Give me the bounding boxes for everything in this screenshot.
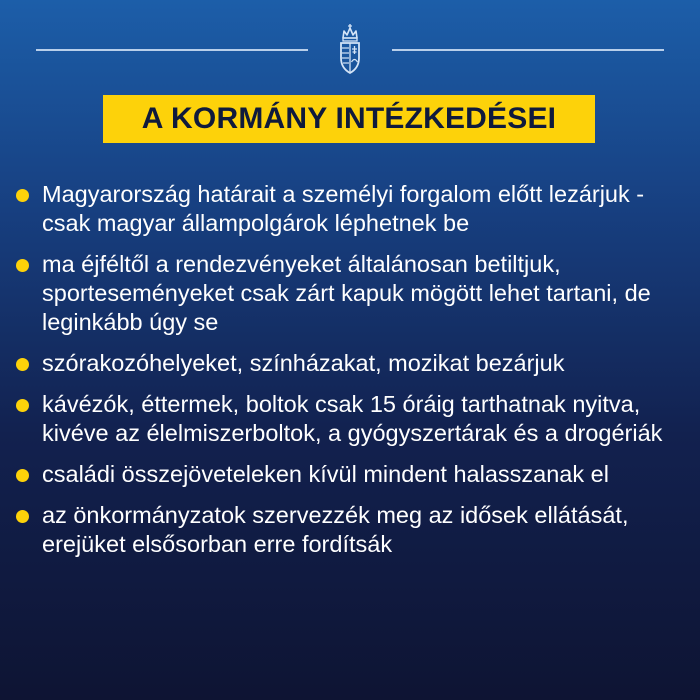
measures-list	[16, 180, 691, 571]
bullet-dot-icon	[16, 358, 29, 371]
bullet-dot-icon	[16, 469, 29, 482]
header-divider-right	[392, 49, 664, 51]
list-item-text: kávézók, éttermek, boltok csak 15 óráig tarthatnak nyitva, kivéve az élelmiszerboltok, a gyógyszertárak és a drogériák	[42, 391, 663, 446]
list-item-text: az önkormányzatok szervezzék meg az idősek ellátását, erejüket elsősorban erre fordítsák	[42, 502, 629, 557]
bullet-dot-icon	[16, 259, 29, 272]
list-item	[16, 460, 691, 489]
header	[0, 24, 700, 76]
hungarian-coat-of-arms-icon	[336, 24, 364, 76]
list-item-text: Magyarország határait a személyi forgalom előtt lezárjuk - csak magyar állampolgárok léphetnek be	[42, 181, 645, 236]
page-title: A KORMÁNY INTÉZKEDÉSEI	[141, 102, 557, 135]
list-item	[16, 180, 691, 238]
list-item-text: szórakozóhelyeket, színházakat, mozikat bezárjuk	[42, 350, 565, 376]
list-item-text: családi összejöveteleken kívül mindent halasszanak el	[42, 461, 609, 487]
bullet-dot-icon	[16, 189, 29, 202]
title-banner	[103, 95, 595, 143]
bullet-dot-icon	[16, 510, 29, 523]
list-item	[16, 501, 691, 559]
header-divider-left	[36, 49, 308, 51]
list-item	[16, 250, 691, 337]
bullet-dot-icon	[16, 399, 29, 412]
list-item	[16, 390, 691, 448]
list-item-text: ma éjféltől a rendezvényeket általánosan betiltjuk, sporteseményeket csak zárt kapuk mögött lehet tartani, de leginkább úgy se	[42, 251, 651, 335]
list-item	[16, 349, 691, 378]
